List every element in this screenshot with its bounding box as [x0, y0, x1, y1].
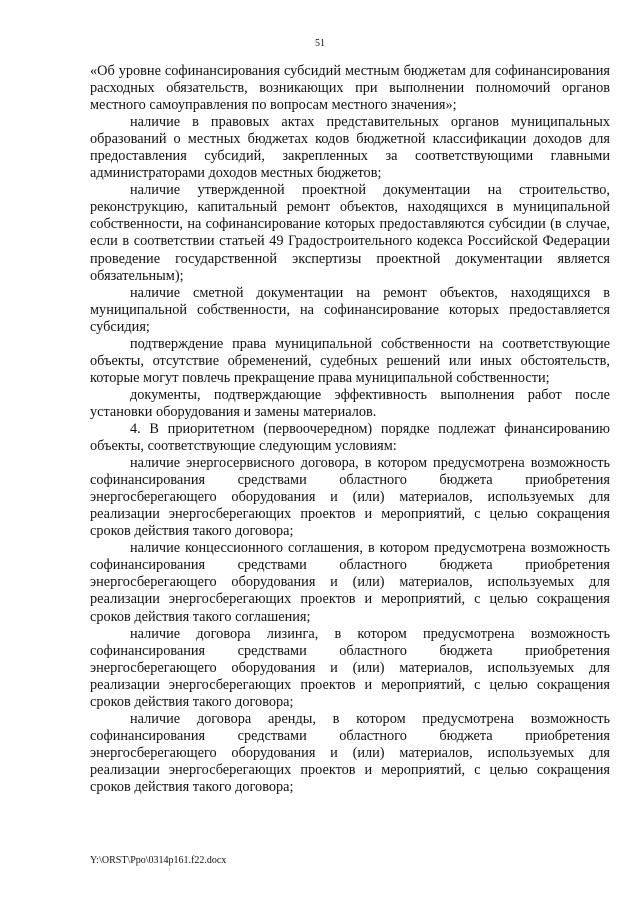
- paragraph: подтверждение права муниципальной собственности на соответствующие объекты, отсутствие обременений, судебных решений или иных обстоятельств, которые могут повлечь прекращение права муниципальной собственности;: [90, 335, 610, 386]
- page-number: 51: [315, 38, 325, 49]
- paragraph: «Об уровне софинансирования субсидий местным бюджетам для софинансирования расходных обязательств, возникающих при выполнении полномочий органов местного самоуправления по вопросам местного значения»;: [90, 63, 610, 114]
- paragraph: наличие сметной документации на ремонт объектов, находящихся в муниципальной собственности, на софинансирование которых предоставляется субсидия;: [90, 284, 610, 335]
- paragraph: наличие договора аренды, в котором предусмотрена возможность софинансирования средствами областного бюджета приобретения энергосберегающего оборудования и (или) материалов, используемых для реализации энергосберегающих проектов и мероприятий, с целью сокращения сроков действия такого договора;: [90, 710, 610, 795]
- footer-file-path: Y:\ORST\Ppo\0314p161.f22.docx: [90, 855, 227, 866]
- paragraph: 4. В приоритетном (первоочередном) порядке подлежат финансированию объекты, соответствующие следующим условиям:: [90, 420, 610, 455]
- document-body: [90, 63, 610, 796]
- paragraph: наличие концессионного соглашения, в котором предусмотрена возможность софинансирования средствами областного бюджета приобретения энергосберегающего оборудования и (или) материалов, используемых для реализации энергосберегающих проектов и мероприятий, с целью сокращения сроков действия такого соглашения;: [90, 540, 610, 625]
- paragraph: наличие в правовых актах представительных органов муниципальных образований о местных бюджетах кодов бюджетной классификации доходов для предоставления субсидий, закрепленных за соответствующими главными администраторами доходов местных бюджетов;: [90, 114, 610, 182]
- paragraph: документы, подтверждающие эффективность выполнения работ после установки оборудования и замены материалов.: [90, 386, 610, 420]
- paragraph: наличие утвержденной проектной документации на строительство, реконструкцию, капитальный ремонт объектов, находящихся в муниципальной собственности, на софинансирование которых предоставляются субсидии (в случае, если в соответствии статьей 49 Градостроительного кодекса Российской Федерации проведение государственной экспертизы проектной документации является обязательным);: [90, 182, 610, 284]
- paragraph: наличие энергосервисного договора, в котором предусмотрена возможность софинансирования средствами областного бюджета приобретения энергосберегающего оборудования и (или) материалов, используемых для реализации энергосберегающих проектов и мероприятий, с целью сокращения сроков действия такого договора;: [90, 455, 610, 540]
- paragraph: наличие договора лизинга, в котором предусмотрена возможность софинансирования средствами областного бюджета приобретения энергосберегающего оборудования и (или) материалов, используемых для реализации энергосберегающих проектов и мероприятий, с целью сокращения сроков действия такого договора;: [90, 625, 610, 710]
